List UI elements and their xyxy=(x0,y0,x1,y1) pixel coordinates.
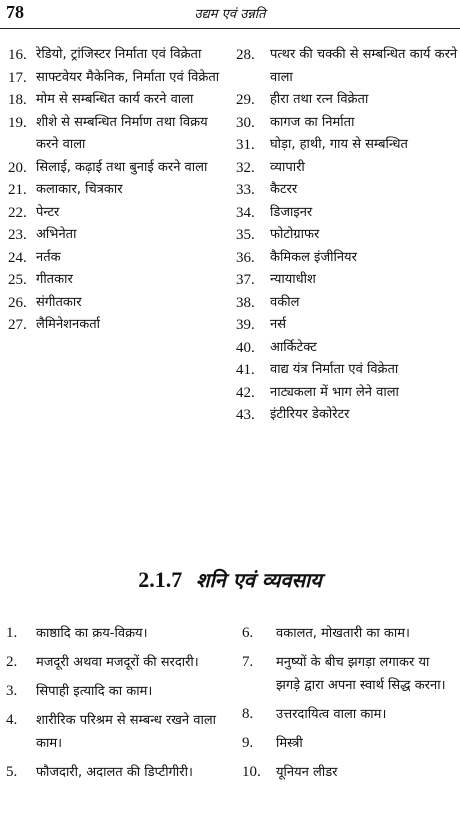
list-item xyxy=(8,89,220,112)
item-text: काष्ठादि का क्रय-विक्रय। xyxy=(36,626,148,641)
item-number: 26. xyxy=(8,294,27,311)
list-item xyxy=(8,44,220,67)
item-number: 9. xyxy=(242,735,254,751)
item-number: 28. xyxy=(236,47,255,63)
item-number: 33. xyxy=(236,182,255,198)
item-text: कैटरर xyxy=(270,182,298,197)
item-text: मोम से सम्बन्धित कार्य करने वाला xyxy=(36,92,194,107)
item-text: उत्तरदायित्व वाला काम। xyxy=(276,707,387,722)
item-number: 40. xyxy=(236,339,255,356)
item-text: सिपाही इत्यादि का काम। xyxy=(36,684,153,699)
list-item xyxy=(236,202,458,225)
item-text: नर्तक xyxy=(36,249,61,265)
item-number: 37. xyxy=(236,272,255,288)
list-item xyxy=(236,269,458,292)
list-item xyxy=(6,709,228,755)
list-item xyxy=(236,157,458,180)
list-item xyxy=(8,269,220,292)
item-text: व्यापारी xyxy=(270,159,305,175)
item-number: 25. xyxy=(8,272,27,288)
item-number: 30. xyxy=(236,114,255,131)
item-number: 6. xyxy=(242,625,254,641)
page-header xyxy=(0,0,460,29)
list-item xyxy=(236,292,458,315)
list-item xyxy=(8,112,220,157)
item-text: नाट्यकला में भाग लेने वाला xyxy=(270,384,399,400)
list-item xyxy=(242,703,456,726)
item-number: 35. xyxy=(236,227,255,243)
item-number: 17. xyxy=(8,69,27,86)
item-text: शारीरिक परिश्रम से सम्बन्ध रखने वाला काम। xyxy=(36,713,217,751)
list-item xyxy=(8,157,220,180)
item-number: 38. xyxy=(236,294,255,311)
item-text: रेडियो, ट्रांजिस्टर निर्माता एवं विक्रेता xyxy=(36,47,202,62)
item-number: 1. xyxy=(6,625,18,641)
item-number: 36. xyxy=(236,249,255,266)
item-number: 18. xyxy=(8,92,27,108)
item-number: 16. xyxy=(8,47,27,63)
list-item xyxy=(236,359,458,382)
item-text: कैमिकल इंजीनियर xyxy=(270,249,357,265)
list-item xyxy=(8,67,220,90)
item-number: 2. xyxy=(6,654,18,670)
occupation-list-left xyxy=(8,44,220,337)
list-item xyxy=(8,292,220,315)
list-item xyxy=(242,732,456,755)
item-text: हीरा तथा रत्न विक्रेता xyxy=(270,92,369,107)
item-number: 5. xyxy=(6,764,18,780)
item-number: 10. xyxy=(242,764,261,780)
item-text: न्यायाधीश xyxy=(270,272,316,287)
item-text: शीशे से सम्बन्धित निर्माण तथा विक्रय करने वाला xyxy=(36,114,208,152)
list-item xyxy=(8,247,220,270)
item-number: 39. xyxy=(236,317,255,333)
item-number: 24. xyxy=(8,249,27,266)
item-text: डिजाइनर xyxy=(270,204,313,220)
list-item xyxy=(236,314,458,337)
item-number: 7. xyxy=(242,654,254,670)
item-number: 19. xyxy=(8,114,27,131)
item-text: आर्किटेक्ट xyxy=(270,339,317,355)
list-item xyxy=(6,680,228,703)
running-title: उद्यम एवं उन्नति xyxy=(194,7,266,22)
item-text: मनुष्यों के बीच झगड़ा लगाकर या झगड़े द्वारा अपना स्वार्थ सिद्ध करना। xyxy=(276,655,446,693)
list-item xyxy=(236,247,458,270)
item-number: 27. xyxy=(8,317,27,333)
item-text: यूनियन लीडर xyxy=(276,765,338,780)
list-item xyxy=(236,337,458,360)
item-text: मजदूरी अथवा मजदूरों की सरदारी। xyxy=(36,655,199,670)
section-title: शनि एवं व्यवसाय xyxy=(195,568,322,592)
item-text: लैमिनेशनकर्ता xyxy=(36,317,100,332)
item-text: फोटोग्राफर xyxy=(270,227,320,242)
list-item xyxy=(8,224,220,247)
item-text: सिलाई, कढ़ाई तथा बुनाई करने वाला xyxy=(36,159,208,175)
saturn-list-left xyxy=(6,622,228,790)
item-text: वकील xyxy=(270,294,300,310)
list-item xyxy=(236,224,458,247)
item-number: 23. xyxy=(8,227,27,243)
list-item xyxy=(242,622,456,645)
section-number: 2.1.7 xyxy=(138,567,183,592)
item-text: कलाकार, चित्रकार xyxy=(36,182,123,197)
item-number: 8. xyxy=(242,706,254,722)
item-text: कागज का निर्माता xyxy=(270,114,355,130)
list-item xyxy=(6,651,228,674)
list-item xyxy=(236,89,458,112)
item-number: 32. xyxy=(236,159,255,176)
list-item xyxy=(236,44,458,89)
saturn-list-right xyxy=(242,622,456,790)
item-number: 20. xyxy=(8,159,27,176)
section-heading xyxy=(0,566,460,593)
item-text: इंटीरियर डेकोरेटर xyxy=(270,407,350,422)
list-item xyxy=(236,134,458,157)
item-text: पेन्टर xyxy=(36,204,60,220)
item-number: 4. xyxy=(6,712,18,728)
item-text: संगीतकार xyxy=(36,294,82,310)
item-text: नर्स xyxy=(270,317,287,332)
list-item xyxy=(236,112,458,135)
item-text: गीतकार xyxy=(36,272,73,287)
list-item xyxy=(242,761,456,784)
item-text: मिस्त्री xyxy=(276,736,303,751)
item-number: 29. xyxy=(236,92,255,108)
list-item xyxy=(6,761,228,784)
item-text: अभिनेता xyxy=(36,227,77,242)
list-item xyxy=(236,382,458,405)
item-text: वकालत, मोखतारी का काम। xyxy=(276,626,410,641)
item-number: 34. xyxy=(236,204,255,221)
page-number: 78 xyxy=(6,2,24,22)
list-item xyxy=(236,404,458,427)
list-item xyxy=(6,622,228,645)
list-item xyxy=(8,179,220,202)
item-number: 41. xyxy=(236,362,255,378)
list-item xyxy=(8,202,220,225)
item-text: वाद्य यंत्र निर्माता एवं विक्रेता xyxy=(270,362,399,377)
list-item xyxy=(8,314,220,337)
item-number: 22. xyxy=(8,204,27,221)
item-number: 31. xyxy=(236,137,255,153)
occupation-list-right xyxy=(236,44,458,427)
item-text: घोड़ा, हाथी, गाय से सम्बन्धित xyxy=(270,137,408,152)
list-item xyxy=(236,179,458,202)
item-text: फौजदारी, अदालत की डिप्टीगीरी। xyxy=(36,765,193,780)
item-number: 3. xyxy=(6,683,18,699)
item-text: साफ्टवेयर मैकेनिक, निर्माता एवं विक्रेता xyxy=(36,69,220,85)
item-text: पत्थर की चक्की से सम्बन्धित कार्य करने वाला xyxy=(270,47,458,85)
item-number: 43. xyxy=(236,407,255,423)
item-number: 21. xyxy=(8,182,27,198)
item-number: 42. xyxy=(236,384,255,401)
list-item xyxy=(242,651,456,697)
